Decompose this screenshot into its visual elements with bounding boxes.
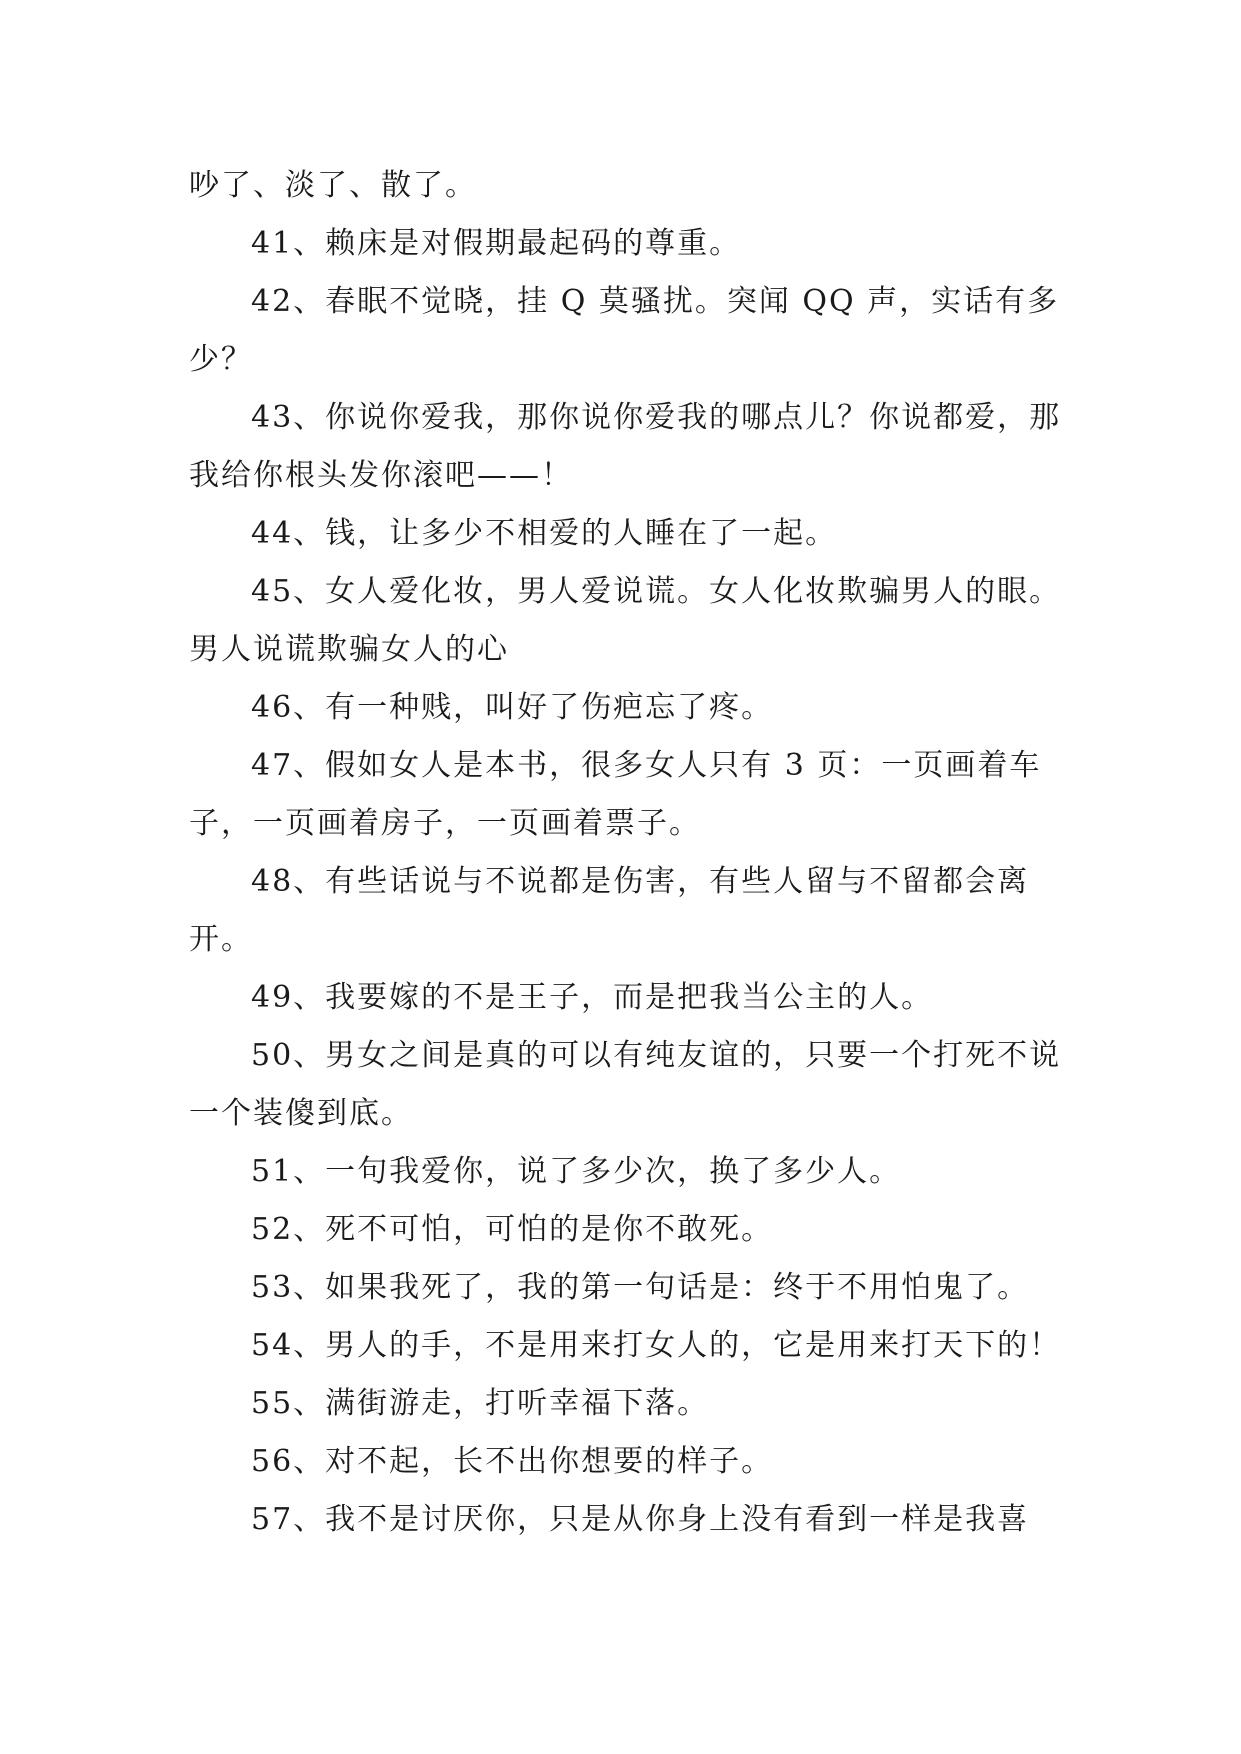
paragraph: 52、死不可怕，可怕的是你不敢死。	[251, 1212, 774, 1247]
paragraph: 54、男人的手，不是用来打女人的，它是用来打天下的！	[251, 1328, 1062, 1363]
paragraph: 55、满街游走，打听幸福下落。	[251, 1386, 710, 1421]
paragraph: 41、赖床是对假期最起码的尊重。	[251, 226, 742, 261]
paragraph: 51、一句我爱你，说了多少次，换了多少人。	[251, 1154, 902, 1189]
document-body	[189, 157, 1069, 1549]
paragraph: 吵了、淡了、散了。	[189, 168, 477, 203]
paragraph: 45、女人爱化妆，男人爱说谎。女人化妆欺骗男人的眼。男人说谎欺骗女人的心	[189, 574, 1062, 667]
paragraph: 46、有一种贱，叫好了伤疤忘了疼。	[251, 690, 774, 725]
paragraph: 44、钱，让多少不相爱的人睡在了一起。	[251, 516, 838, 551]
paragraph: 47、假如女人是本书，很多女人只有 3 页：一页画着车子，一页画着房子，一页画着票子。	[189, 748, 1042, 841]
paragraph: 56、对不起，长不出你想要的样子。	[251, 1444, 774, 1479]
paragraph: 48、有些话说与不说都是伤害，有些人留与不留都会离开。	[189, 864, 1030, 957]
paragraph: 42、春眠不觉晓，挂 Q 莫骚扰。突闻 QQ 声，实话有多少？	[189, 284, 1060, 377]
paragraph: 57、我不是讨厌你，只是从你身上没有看到一样是我喜	[251, 1502, 1030, 1537]
paragraph: 49、我要嫁的不是王子，而是把我当公主的人。	[251, 980, 934, 1015]
paragraph: 50、男女之间是真的可以有纯友谊的，只要一个打死不说一个装傻到底。	[189, 1038, 1062, 1131]
paragraph: 43、你说你爱我，那你说你爱我的哪点儿？你说都爱，那我给你根头发你滚吧——！	[189, 400, 1062, 493]
paragraph: 53、如果我死了，我的第一句话是：终于不用怕鬼了。	[251, 1270, 1030, 1305]
